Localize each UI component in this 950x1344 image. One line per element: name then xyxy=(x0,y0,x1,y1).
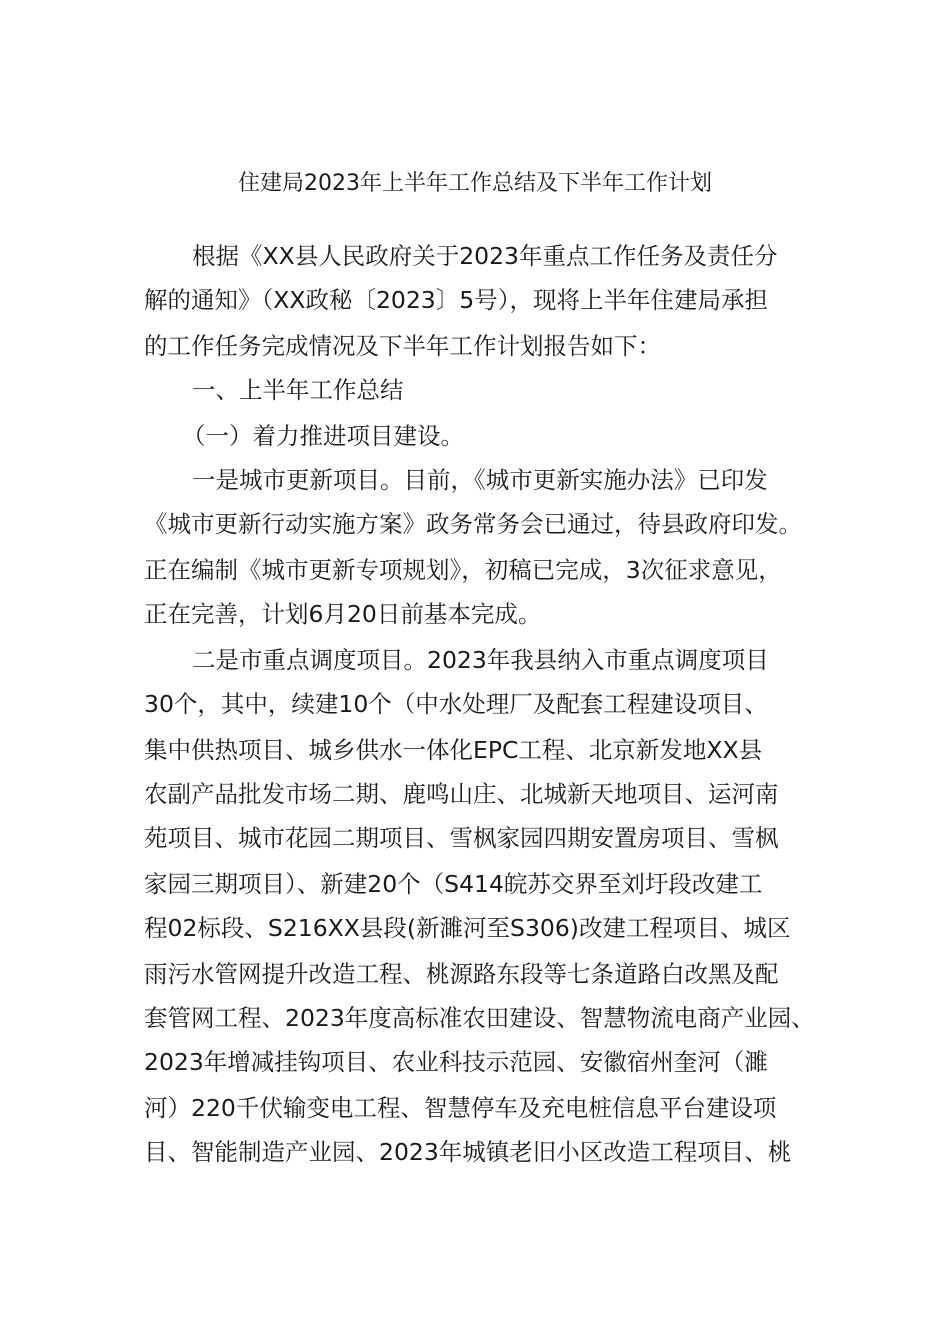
paragraph-line: 雨污水管网提升改造工程、桃源路东段等七条道路白改黑及配 xyxy=(144,960,779,988)
paragraph-line: 套管网工程、2023年度高标准农田建设、智慧物流电商产业园、 xyxy=(144,1004,815,1032)
subsection-heading: （一）着力推进项目建设。 xyxy=(182,422,464,450)
paragraph-line: 根据《XX县人民政府关于2023年重点工作任务及责任分 xyxy=(192,242,778,270)
paragraph-line: 正在完善，计划6月20日前基本完成。 xyxy=(144,600,542,628)
paragraph-line: 2023年增减挂钩项目、农业科技示范园、安徽宿州奎河（濉 xyxy=(144,1048,768,1076)
paragraph-line: 的工作任务完成情况及下半年工作计划报告如下： xyxy=(144,332,661,360)
paragraph-line: 二是市重点调度项目。2023年我县纳入市重点调度项目 xyxy=(192,646,769,674)
paragraph-line: 苑项目、城市花园二期项目、雪枫家园四期安置房项目、雪枫 xyxy=(144,824,779,852)
section-heading: 一、上半年工作总结 xyxy=(192,376,404,404)
paragraph-line: 集中供热项目、城乡供水一体化EPC工程、北京新发地XX县 xyxy=(144,736,763,764)
paragraph-line: 家园三期项目）、新建20个（S414皖苏交界至刘圩段改建工 xyxy=(144,870,763,898)
paragraph-line: 《城市更新行动实施方案》政务常务会已通过，待县政府印发。 xyxy=(144,510,802,538)
document-title: 住建局2023年上半年工作总结及下半年工作计划 xyxy=(238,171,712,196)
paragraph-line: 农副产品批发市场二期、鹿鸣山庄、北城新天地项目、运河南 xyxy=(144,780,779,808)
paragraph-line: 目、智能制造产业园、2023年城镇老旧小区改造工程项目、桃 xyxy=(144,1138,792,1166)
paragraph-line: 河）220千伏输变电工程、智慧停车及充电桩信息平台建设项 xyxy=(144,1094,777,1122)
paragraph-line: 一是城市更新项目。目前，《城市更新实施办法》已印发 xyxy=(192,466,768,494)
paragraph-line: 正在编制《城市更新专项规划》，初稿已完成，3次征求意见， xyxy=(144,556,782,584)
paragraph-line: 解的通知》（XX政秘〔2023〕5号），现将上半年住建局承担 xyxy=(144,286,768,314)
paragraph-line: 程02标段、S216XX县段(新濉河至S306)改建工程项目、城区 xyxy=(144,914,791,942)
paragraph-line: 30个，其中，续建10个（中水处理厂及配套工程建设项目、 xyxy=(144,690,768,718)
